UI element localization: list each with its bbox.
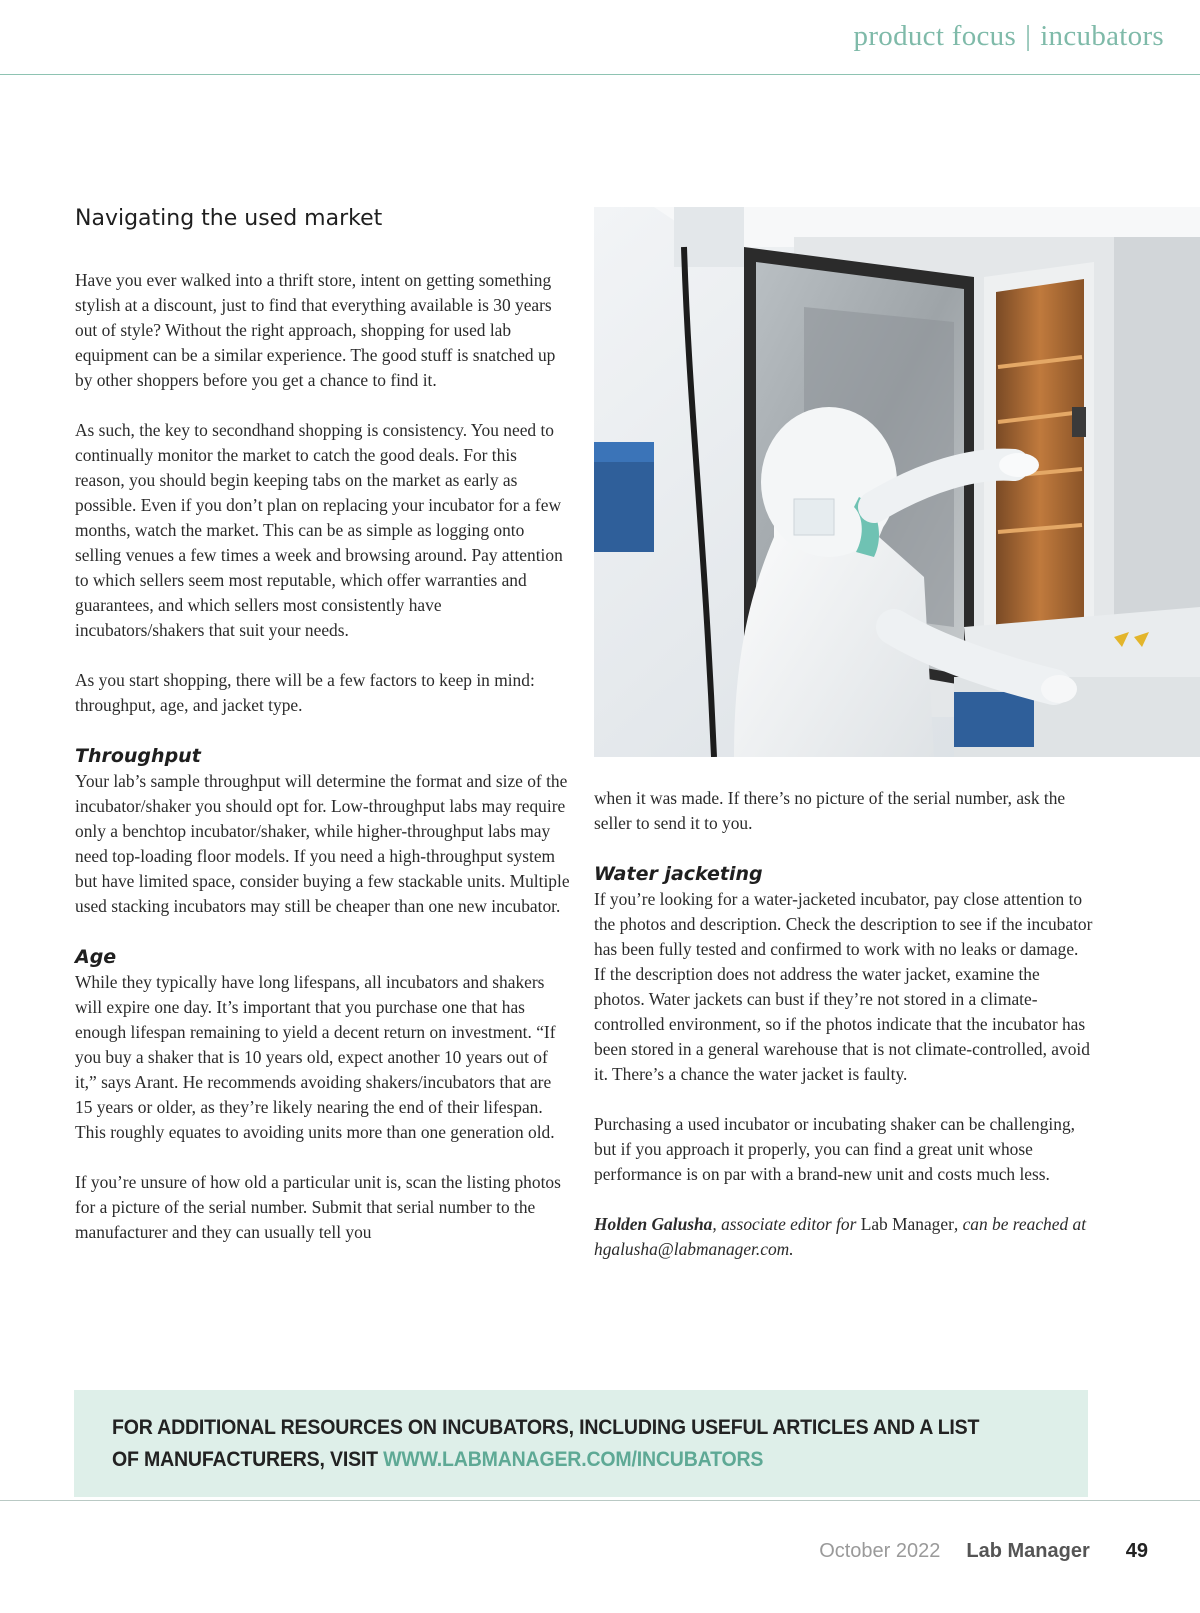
left-column — [75, 204, 570, 1270]
intro-paragraph-1: Have you ever walked into a thrift store, intent on getting something stylish at a discount, just to find that everything available is 30 years out of style? Without the right approach, shopping for used lab equipment can be a similar experience. The good stuff is snatched up by other shoppers before you get a chance to find it. — [75, 270, 556, 390]
page-number: 49 — [1125, 1540, 1148, 1562]
article-heading: Navigating the used market — [75, 206, 383, 231]
throughput-paragraph: Your lab’s sample throughput will determine the format and size of the incubator/shaker you should opt for. Low-throughput labs may require only a benchtop incubator/shaker, while higher-throughput labs may need top-loading floor models. If you need a high-throughput system but have limited space, consider buying a few stackable units. Multiple used stacking incubators may still be cheaper than one new incubator. — [75, 771, 570, 916]
water-jacketing-paragraph: If you’re looking for a water-jacketed incubator, pay close attention to the photos and description. Check the description to see if the incubator has been fully tested and confirmed to work with no leaks or damage. If the description does not address the water jacket, examine the photos. Water jackets can bust if they’re not stored in a climate-controlled environment, so if the photos indicate that the incubator has been stored in a general warehouse that is not climate-controlled, avoid it. There’s a chance the water jacket is faulty. — [594, 889, 1093, 1084]
resources-banner — [74, 1390, 1088, 1497]
author-contact: , can be reached at hgalusha@labmanager.com. — [594, 1214, 1087, 1259]
header-separator: | — [1025, 20, 1032, 52]
author-byline — [594, 1212, 1094, 1262]
publication-name: Lab Manager — [860, 1214, 954, 1234]
incubator-photo — [594, 207, 1200, 757]
author-name: Holden Galusha — [594, 1214, 713, 1234]
throughput-heading: Throughput — [75, 745, 201, 767]
intro-paragraph-2: As such, the key to secondhand shopping is consistency. You need to continually monitor the market to catch the good deals. For this reason, you should begin keeping tabs on the market as early as possible. Even if you don’t plan on replacing your incubator for a few months, watch the market. This can be as simple as logging onto selling venues a few times a week and browsing around. Pay attention to which sellers seem most reputable, which offer warranties and guarantees, and which sellers most consistently have incubators/shakers that suit your needs. — [75, 420, 563, 640]
age-paragraph-1: While they typically have long lifespans, all incubators and shakers will expire one day. It’s important that you purchase one that has enough lifespan remaining to yield a decent return on investment. “If you buy a shaker that is 10 years old, expect another 10 years out of it,” says Arant. He recommends avoiding shakers/incubators that are 15 years or older, as they’re likely nearing the end of their lifespan. This roughly equates to avoiding units more than one generation old. — [75, 972, 556, 1142]
age-paragraph-2: If you’re unsure of how old a particular unit is, scan the listing photos for a picture of the serial number. Submit that serial number to the manufacturer and they can usually tell you — [75, 1172, 561, 1242]
header-topic: incubators — [1040, 20, 1164, 52]
footer-divider — [0, 1500, 1200, 1501]
page-footer — [819, 1540, 1148, 1563]
running-header — [854, 20, 1164, 53]
age-heading: Age — [75, 946, 117, 968]
header-section: product focus — [853, 20, 1017, 52]
water-jacketing-heading: Water jacketing — [594, 863, 763, 885]
intro-paragraph-3: As you start shopping, there will be a few factors to keep in mind: throughput, age, and jacket type. — [75, 670, 535, 715]
right-column — [594, 786, 1094, 1262]
magazine-name: Lab Manager — [966, 1540, 1090, 1562]
incubator-photo-illustration — [594, 207, 1200, 757]
banner-link[interactable]: WWW.LABMANAGER.COM/INCUBATORS — [383, 1448, 764, 1471]
banner-message: FOR ADDITIONAL RESOURCES ON INCUBATORS, INCLUDING USEFUL ARTICLES AND A LIST OF MANUFACTURERS, VISIT — [112, 1416, 980, 1471]
age-continued-paragraph: when it was made. If there’s no picture of the serial number, ask the seller to send it to you. — [594, 788, 1066, 833]
conclusion-paragraph: Purchasing a used incubator or incubating shaker can be challenging, but if you approach it properly, you can find a great unit whose performance is on par with a brand-new unit and costs much less. — [594, 1114, 1075, 1184]
issue-date: October 2022 — [819, 1540, 941, 1562]
header-divider — [0, 74, 1200, 75]
banner-text — [112, 1412, 1005, 1476]
author-role: , associate editor for — [712, 1214, 857, 1234]
